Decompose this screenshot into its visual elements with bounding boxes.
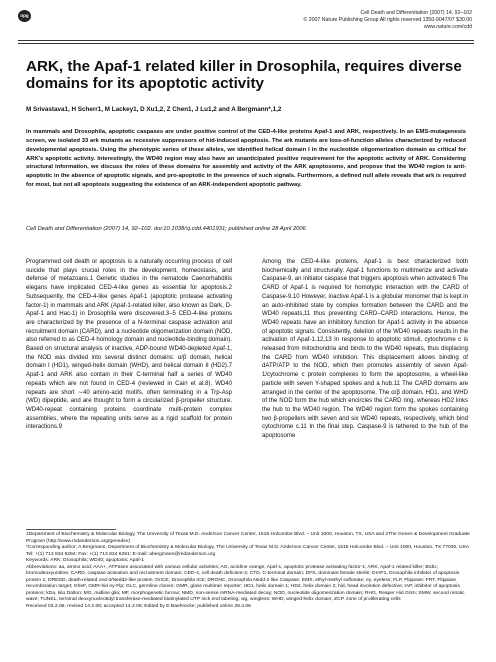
footnote-correspondence: *Corresponding author: A Bergmann, Department of Biochemistry & Molecular Biology, The University of Texas M.D. Anderson Cancer Center, 1515 Holcombe Blvd. – Unit 1000, Houston, TX 77030, USA Tel: +(1) 713 834 6294; Fax: +(1) 713 834 6291; E-mail: abergmann@mdanderson.org bbox=[26, 545, 469, 557]
journal-line: Cell Death and Differentiation (2007) 14, 92–102 bbox=[360, 10, 472, 16]
citation-line: Cell Death and Differentiation (2007) 14, 92–102. doi:10.1038/sj.cdd.4401931; published online 28 April 2006 bbox=[26, 226, 306, 232]
abstract: In mammals and Drosophila, apoptotic caspases are under positive control of the CED-4-like proteins Apaf-1 and ARK, respectively. In an EMS-mutagenesis screen, we isolated 33 ark mutants as recessive suppressors of hid-induced apoptosis. The ark mutants are loss-of-function alleles characterized by reduced developmental apoptosis. Using the phenotypic series of these alleles, we identified helical domain I in the nucleotide oligomerization domain as critical for ARK's apoptotic activity. Interestingly, the WD40 region may also have an unanticipated positive requirement for the apoptotic activity of ARK. Considering structural information, we discuss the roles of these domains for assembly and activity of the ARK apoptosome, and propose that the WD40 region is anti-apoptotic in the absence of apoptotic signals, and pro-apoptotic in the presence of such signals. Furthermore, a defined null allele reveals that ark is required for most, but not all apoptosis suggesting the existence of an ARK-independent apoptotic pathway. bbox=[26, 129, 466, 189]
body-column-right: Among the CED-4-like proteins, Apaf-1 is best characterized both biochemically and structurally. Apaf-1 functions to multimerize and activate Caspase-9, an initiator caspase that triggers apoptosis when activated.6 The CARD of Apaf-1 is required for homotypic interaction with the CARD of Caspase-9.10 However, inactive Apaf-1 is a globular monomer that is kept in an auto-inhibited state by complex formation between the CARD and the WD40 repeats,11 thus preventing CARD–CARD interactions. Hence, the WD40 repeats have an inhibitory function for Apaf-1 activity in the absence of apoptotic signals. Consistently, deletion of the WD40 repeats results in the activation of Apaf-1.12,13 In response to apoptotic stimuli, cytochrome c is released from mitochondria and binds to the WD40 repeats, thus displacing the CARD from WD40 inhibition. This displacement allows binding of dATP/ATP to the NOD, which then promotes assembly of seven Apaf-1/cytochrome c protein complexes to form the apoptosome, a wheel-like particle with seven Y-shaped spokes and a hub.11 The CARD domains are arranged in the center of the apoptosome. The α/β domain, HD1, and WHD of the NOD form the hub which encircles the CARD ring, whereas HD2 links the hub to the WD40 region. The WD40 region form the spokes containing two β-propellers with seven and six WD40 repeats, respectively, which bind cytochrome c.11 In the final step, Caspase-9 is tethered to the hub of the apoptosome bbox=[262, 259, 468, 440]
header-rule bbox=[18, 40, 474, 41]
article-title: ARK, the Apaf-1 related killer in Drosophila, requires diverse domains for its apoptotic activity bbox=[26, 58, 462, 92]
author-list: M Srivastava1, H Scherr1, M Lackey1, D Xu1,2, Z Chen1, J Lu1,2 and A Bergmann*,1,2 bbox=[26, 106, 282, 113]
journal-url[interactable]: www.nature.com/cdd bbox=[423, 24, 472, 30]
footnotes bbox=[26, 532, 470, 610]
footnote-affiliations: 1Department of Biochemistry & Molecular Biology, The University of Texas M.D. Anderson Cancer Center, 1515 Holcombe Blvd. – Unit 1000, Houston, TX, USA and 2The Genes & Development Graduate Program (http://www.mdanderson.org/genedev) bbox=[26, 532, 470, 544]
footnote-abbreviations: Abbreviations: aa, amino acid; AAA+, ATPases associated with various cellular activities; AO, acridine orange; Apaf-1, apoptotic protease activating factor-1; ARK, Apaf-1 related killer; BrdU, bromodeoxyuridine; CARD, caspase activation and recruitment domain; CED-4, cell death deficient-4; CTD, C-terminal domain; DFS, dominant female sterile; DIAP1, Drosophila inhibitor of apoptosis protein 1; DREDD, death-related ced-3/Nedd2-like protein; DrICE, Drosophila ICE; DRONC, Drosophila Nedd-2 like Caspase; EMS, ethyl-methyl sulfonate; ey, eyeless; FLP, Flippase; FRT, Flippase recombination target; GheF, GMR-hid ey-Flp; GLC, germline clones; GMR, glass multimer reporter; HD1, helix domain 1; HD2, helix domain 2; hid, head involution defective; IAP, inhibitor of apoptosis proteins; kDa, kilo Dalton; MG, midline glia; MF, morphogenetic furrow; NMD, non-sense mRNA-mediated decay; NOD, nucleotide oligomerization domain; RHG, Reaper Hid Grim; SMW, second mitotic wave; TUNEL, terminal deoxynucleotidyl transferase-mediated biotinylated UTP nick end labeling; wg, wingless; WHD, winged-helix domain; ZCP, zone of proliferating cells bbox=[26, 564, 465, 602]
footnote-rule bbox=[26, 529, 116, 530]
footnote-received: Received 03.2.06; revised 14.2.06; accepted 14.2.06; Edited by E Baehrecke; published online 28.4.06 bbox=[26, 603, 251, 609]
copyright-line: © 2007 Nature Publishing Group All rights reserved 1350-9047/07 $30.00 bbox=[303, 17, 472, 23]
body-column-left: Programmed cell death or apoptosis is a naturally occurring process of cell suicide that plays crucial roles in the development, homeostasis, and defense of metazoans.1 Genetic studies in the nematode Caenorhabditis elegans have implicated CED-4-like genes as essential for apoptosis.2 Subsequently, the CED-4-like genes Apaf-1 (apoptotic protease activating factor-1) in mammals and ARK (Apaf-1-related killer, also known as Dark, D-Apaf-1 and Hac-1) in Drosophila were discovered.3–5 CED-4-like proteins are characterized by the presence of a N-terminal caspase activation and recruitment domain (CARD), and a nucleotide oligomerization domain (NOD, also referred to as CED-4 homology domain and nucleotide-binding domain). Based on structural analysis of inactive, ADP-bound WD40-depleted Apaf-1, the NOD was divided into several distinct domains: α/β domain, helical domain I (HD1), winged-helix domain (WHD), and helical domain II (HD2).7 Apaf-1 and ARK also contain in their C-terminal half a series of WD40 repeats which are not found in CED-4 (reviewed in Cain et al.8). WD40 repeats are short ∼40 amino-acid motifs, often terminating in a Trp-Asp (WD) dipeptide, and are thought to form a circularized β-propeller structure. WD40-repeat containing proteins coordinate multi-protein complex assemblies, where the repeating units serve as a rigid scaffold for protein interactions.9 bbox=[26, 259, 232, 431]
npg-logo-icon: npg bbox=[18, 10, 31, 22]
footnote-keywords: Keywords: ARK; Drosophila; WD40; apoptosis; Apaf-1 bbox=[26, 558, 145, 563]
header-rule-secondary bbox=[18, 43, 474, 44]
